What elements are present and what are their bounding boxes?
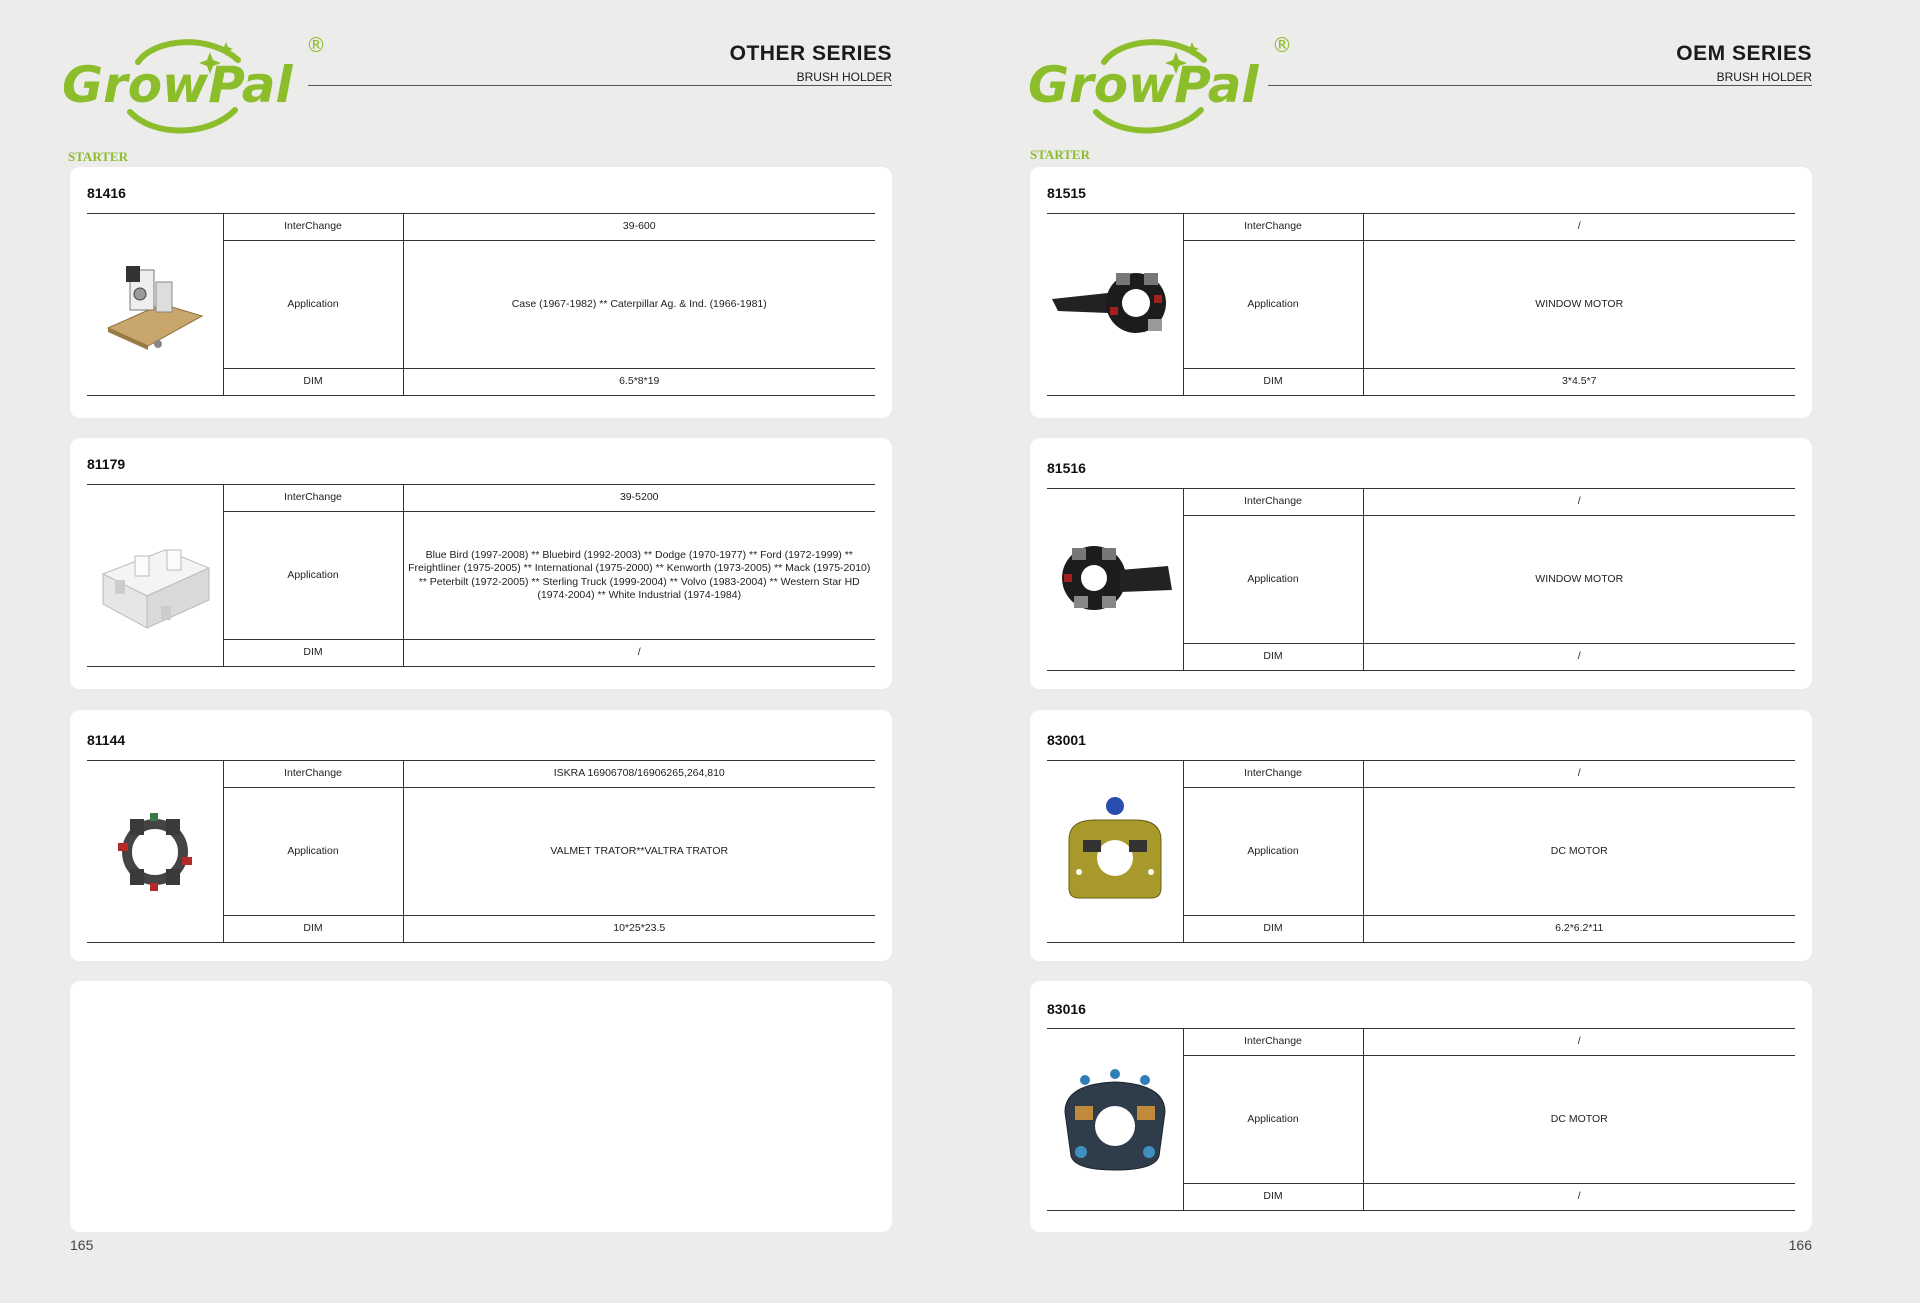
product-card — [70, 710, 892, 961]
dim-label: DIM — [223, 369, 403, 396]
product-code: 81416 — [87, 185, 126, 201]
spec-table — [1047, 488, 1795, 671]
dim-value: 10*25*23.5 — [403, 916, 875, 943]
application-value: VALMET TRATOR**VALTRA TRATOR — [403, 788, 875, 916]
product-code: 81144 — [87, 732, 126, 748]
interchange-label: InterChange — [1183, 214, 1363, 241]
product-image-cell — [1047, 1029, 1183, 1211]
series-title: OEM SERIES — [1676, 42, 1812, 65]
section-label: STARTER — [68, 149, 128, 164]
empty-card — [70, 981, 892, 1232]
product-card — [1030, 710, 1812, 961]
application-label: Application — [1183, 516, 1363, 644]
application-label: Application — [1183, 788, 1363, 916]
white-plastic-brush-holder-photo — [95, 516, 215, 636]
product-code: 81516 — [1047, 460, 1086, 476]
product-code: 83016 — [1047, 1001, 1086, 1017]
starter-brush-holder-plate-photo — [100, 250, 210, 360]
series-subtitle: BRUSH HOLDER — [796, 70, 892, 84]
spec-table — [1047, 213, 1795, 396]
application-label: Application — [223, 241, 403, 369]
growpal-logo — [60, 30, 330, 130]
interchange-value: / — [1363, 1029, 1795, 1056]
application-value: WINDOW MOTOR — [1363, 516, 1795, 644]
interchange-label: InterChange — [1183, 489, 1363, 516]
right-page — [960, 0, 1920, 1303]
dim-label: DIM — [1183, 369, 1363, 396]
dim-label: DIM — [1183, 916, 1363, 943]
dim-value: / — [1363, 644, 1795, 671]
dim-value: / — [403, 640, 875, 667]
interchange-value: / — [1363, 214, 1795, 241]
product-image-cell — [87, 485, 223, 667]
application-label: Application — [1183, 241, 1363, 369]
dim-value: 6.5*8*19 — [403, 369, 875, 396]
spec-table — [1047, 1028, 1795, 1211]
product-card — [70, 438, 892, 689]
product-image-cell — [87, 761, 223, 943]
product-card — [1030, 438, 1812, 689]
interchange-label: InterChange — [223, 214, 403, 241]
page-number: 165 — [70, 1237, 94, 1253]
interchange-value: / — [1363, 761, 1795, 788]
page-number: 166 — [1788, 1237, 1812, 1253]
green-board-dc-motor-brush-holder-photo — [1055, 792, 1175, 912]
application-value: DC MOTOR — [1363, 1056, 1795, 1184]
spec-table — [87, 760, 875, 943]
application-label: Application — [223, 512, 403, 640]
logo-wordmark: GrowPal — [1028, 56, 1259, 114]
interchange-value: 39-600 — [403, 214, 875, 241]
spec-table — [1047, 760, 1795, 943]
dim-value: / — [1363, 1184, 1795, 1211]
product-card — [1030, 167, 1812, 418]
dim-value: 3*4.5*7 — [1363, 369, 1795, 396]
growpal-logo — [1026, 30, 1296, 130]
interchange-label: InterChange — [1183, 761, 1363, 788]
product-image-cell — [1047, 489, 1183, 671]
series-subtitle: BRUSH HOLDER — [1716, 70, 1812, 84]
product-image-cell — [1047, 761, 1183, 943]
interchange-label: InterChange — [223, 485, 403, 512]
dim-value: 6.2*6.2*11 — [1363, 916, 1795, 943]
dim-label: DIM — [1183, 1184, 1363, 1211]
dim-label: DIM — [223, 640, 403, 667]
dim-label: DIM — [223, 916, 403, 943]
logo-wordmark: GrowPal — [62, 56, 293, 114]
interchange-label: InterChange — [223, 761, 403, 788]
spec-table — [87, 213, 875, 396]
interchange-label: InterChange — [1183, 1029, 1363, 1056]
header-rule — [308, 85, 892, 86]
product-card — [70, 167, 892, 418]
application-value: Blue Bird (1997-2008) ** Bluebird (1992-2003) ** Dodge (1970-1977) ** Ford (1972-1999) ** Freightliner (1975-2005) ** International (1975-2000) ** Kenworth (1973-2005) ** Mack (1975-2010) ** Peterbilt (1972-2005) ** Sterling Truck (1999-2004) ** Volvo (1983-2004) ** Western Star HD (1974-2004) ** White Industrial (1974-1984) — [403, 512, 875, 640]
interchange-value: / — [1363, 489, 1795, 516]
series-title: OTHER SERIES — [729, 42, 892, 65]
dark-ring-dc-motor-brush-holder-photo — [1055, 1060, 1175, 1180]
section-label: STARTER — [1030, 147, 1090, 162]
application-value: Case (1967-1982) ** Caterpillar Ag. & Ind. (1966-1981) — [403, 241, 875, 369]
dim-label: DIM — [1183, 644, 1363, 671]
interchange-value: 39-5200 — [403, 485, 875, 512]
application-value: DC MOTOR — [1363, 788, 1795, 916]
product-image-cell — [87, 214, 223, 396]
product-code: 81179 — [87, 456, 126, 472]
product-code: 81515 — [1047, 185, 1086, 201]
product-card — [1030, 981, 1812, 1232]
interchange-value: ISKRA 16906708/16906265,264,810 — [403, 761, 875, 788]
product-image-cell — [1047, 214, 1183, 396]
black-window-motor-brush-holder-2-photo — [1050, 530, 1180, 630]
red-ring-brush-holder-photo — [110, 807, 200, 897]
product-code: 83001 — [1047, 732, 1086, 748]
spec-table — [87, 484, 875, 667]
registered-mark: ® — [1272, 33, 1292, 57]
black-window-motor-brush-holder-photo — [1050, 255, 1180, 355]
application-value: WINDOW MOTOR — [1363, 241, 1795, 369]
registered-mark: ® — [306, 33, 326, 57]
header-rule — [1268, 85, 1812, 86]
application-label: Application — [223, 788, 403, 916]
application-label: Application — [1183, 1056, 1363, 1184]
